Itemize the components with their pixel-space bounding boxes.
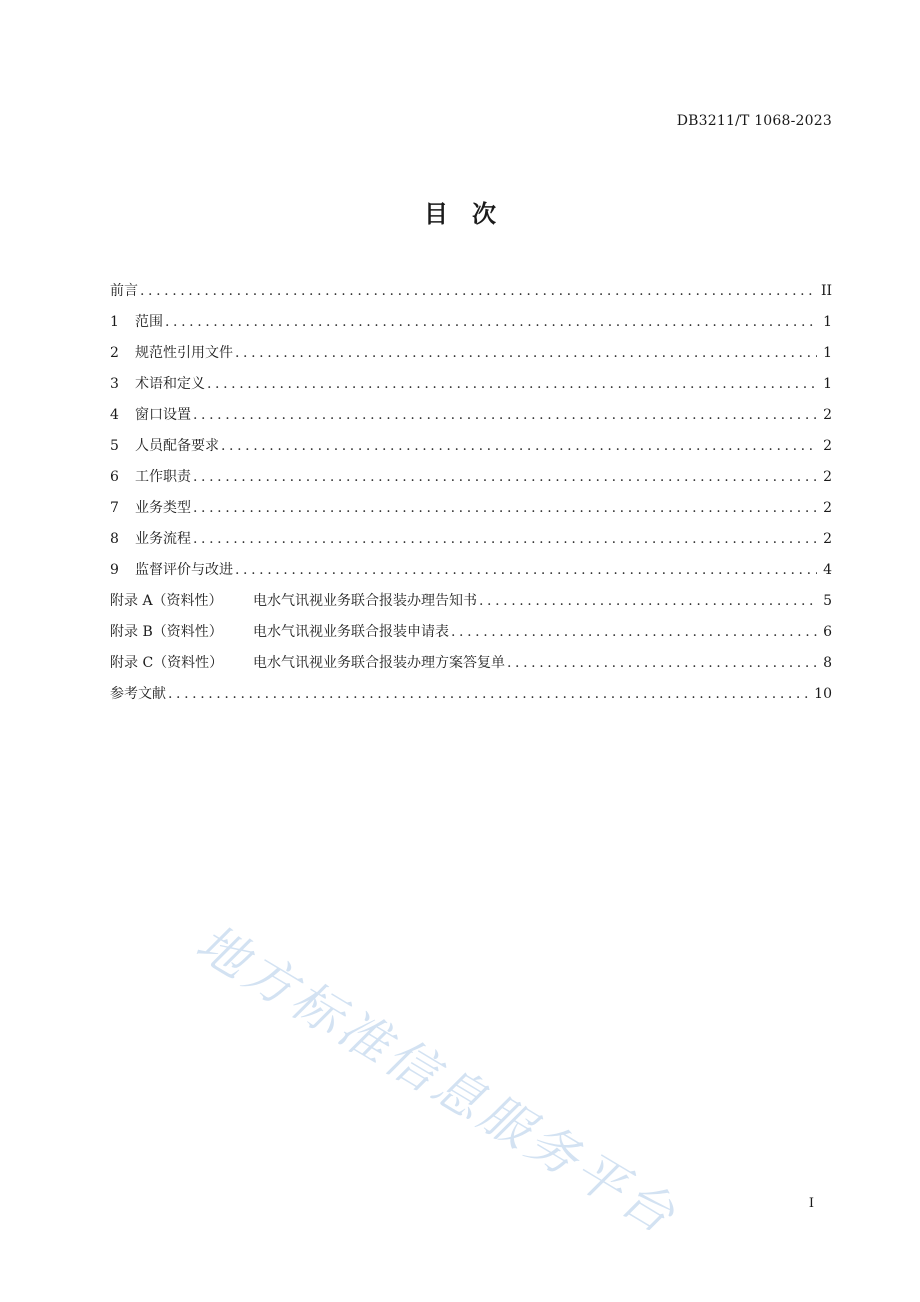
toc-entry-number: 5 — [110, 438, 119, 454]
toc-entry-page: 8 — [823, 655, 832, 671]
toc-entry-label: 规范性引用文件 — [135, 345, 233, 361]
toc-entry-references[interactable] — [110, 684, 832, 715]
toc-entry-label: 业务流程 — [135, 531, 191, 547]
toc-entry-appendix-b[interactable] — [110, 622, 832, 653]
toc-entry-6[interactable] — [110, 467, 832, 498]
toc-entry-4[interactable] — [110, 405, 832, 436]
toc-entry-label: 人员配备要求 — [135, 438, 219, 454]
appendix-prefix: 附录 A（资料性） — [110, 593, 223, 609]
toc-entry-page: 2 — [823, 500, 832, 516]
toc-entry-page: 1 — [823, 376, 832, 392]
toc-leader-dots — [479, 591, 817, 611]
standard-code: DB3211/T 1068-2023 — [676, 113, 832, 129]
watermark: 地方标准信息服务平台 — [186, 913, 688, 1247]
toc-entry-label: 电水气讯视业务联合报装申请表 — [253, 624, 449, 640]
toc-entry-number: 9 — [110, 562, 119, 578]
toc-leader-dots — [235, 343, 817, 363]
toc-entry-1[interactable] — [110, 312, 832, 343]
toc-leader-dots — [193, 467, 817, 487]
table-of-contents — [110, 281, 832, 715]
toc-leader-dots — [235, 560, 817, 580]
toc-leader-dots — [507, 653, 817, 673]
toc-entry-label: 监督评价与改进 — [135, 562, 233, 578]
toc-leader-dots — [193, 498, 817, 518]
toc-entry-page: 10 — [814, 686, 832, 702]
toc-entry-page: 1 — [823, 314, 832, 330]
toc-entry-label: 电水气讯视业务联合报装办理方案答复单 — [253, 655, 505, 671]
toc-entry-label: 工作职责 — [135, 469, 191, 485]
appendix-prefix: 附录 B（资料性） — [110, 624, 223, 640]
toc-entry-label: 业务类型 — [135, 500, 191, 516]
toc-entry-label: 电水气讯视业务联合报装办理告知书 — [253, 593, 477, 609]
toc-entry-number: 8 — [110, 531, 119, 547]
toc-entry-label: 参考文献 — [110, 686, 166, 702]
toc-entry-page: 4 — [823, 562, 832, 578]
toc-leader-dots — [193, 529, 817, 549]
toc-entry-page: 2 — [823, 438, 832, 454]
toc-leader-dots — [193, 405, 817, 425]
toc-entry-page: 2 — [823, 469, 832, 485]
toc-entry-number: 1 — [110, 314, 119, 330]
toc-leader-dots — [451, 622, 817, 642]
toc-leader-dots — [207, 374, 817, 394]
toc-entry-page: 6 — [823, 624, 832, 640]
toc-entry-appendix-c[interactable] — [110, 653, 832, 684]
page-number: I — [808, 1196, 814, 1211]
toc-entry-page: 5 — [823, 593, 832, 609]
toc-entry-label: 术语和定义 — [135, 376, 205, 392]
toc-entry-7[interactable] — [110, 498, 832, 529]
toc-entry-label: 范围 — [135, 314, 163, 330]
toc-leader-dots — [165, 312, 817, 332]
toc-entry-label: 前言 — [110, 283, 138, 299]
toc-entry-number: 7 — [110, 500, 119, 516]
toc-entry-number: 4 — [110, 407, 119, 423]
toc-entry-page: 2 — [823, 407, 832, 423]
toc-entry-5[interactable] — [110, 436, 832, 467]
toc-leader-dots — [140, 281, 815, 301]
toc-entry-appendix-a[interactable] — [110, 591, 832, 622]
toc-entry-foreword[interactable] — [110, 281, 832, 312]
toc-entry-2[interactable] — [110, 343, 832, 374]
toc-entry-number: 2 — [110, 345, 119, 361]
appendix-prefix: 附录 C（资料性） — [110, 655, 224, 671]
toc-entry-number: 6 — [110, 469, 119, 485]
toc-entry-label: 窗口设置 — [135, 407, 191, 423]
toc-title: 目 次 — [424, 200, 496, 228]
toc-leader-dots — [168, 684, 808, 704]
toc-entry-9[interactable] — [110, 560, 832, 591]
toc-entry-page: 2 — [823, 531, 832, 547]
toc-entry-page: II — [820, 283, 832, 299]
toc-entry-page: 1 — [823, 345, 832, 361]
toc-entry-8[interactable] — [110, 529, 832, 560]
toc-leader-dots — [221, 436, 817, 456]
toc-entry-number: 3 — [110, 376, 119, 392]
toc-entry-3[interactable] — [110, 374, 832, 405]
